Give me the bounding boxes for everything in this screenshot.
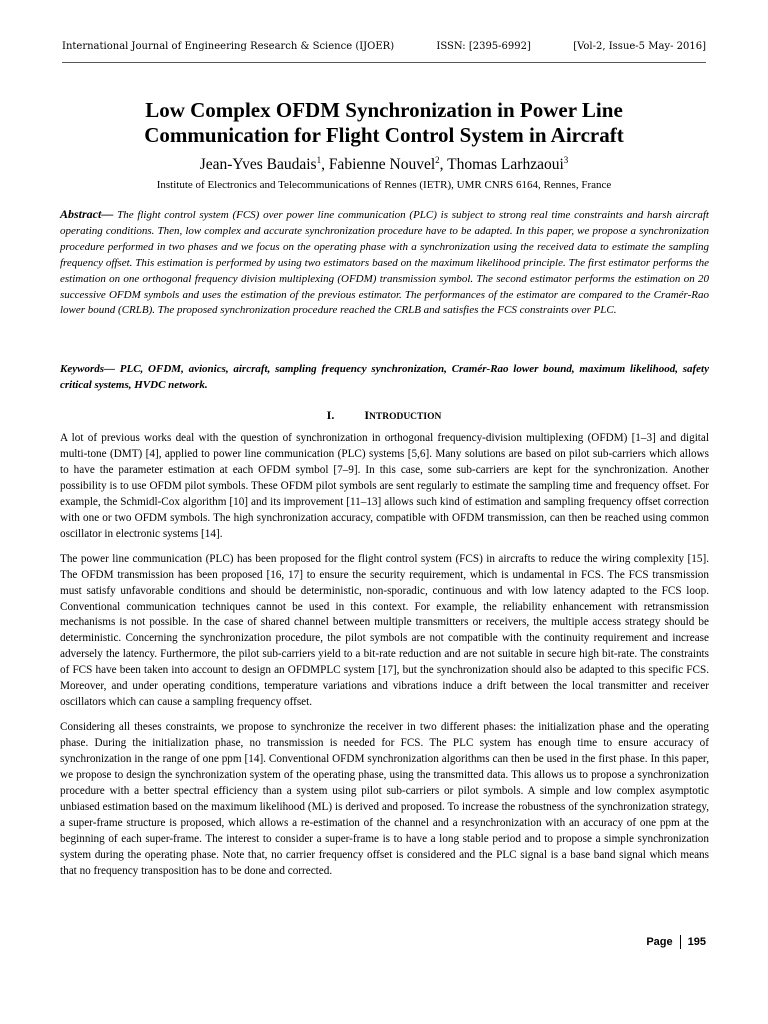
title-line-1: Low Complex OFDM Synchronization in Power Line	[145, 98, 623, 122]
author-affiliation-mark: 1	[316, 155, 322, 165]
paragraph: Considering all theses constraints, we propose to synchronize the receiver in two different phases: the initialization phase and the operating phase. During the initialization phase, no transmission is needed for FCS. The PLC system has enough time to ensure accuracy of synchronization in the range of one ppm [14]. Conventional OFDM synchronization algorithms can then be used in the first phase. In this paper, we propose to design the synchronization system of the operating phase, using the transmitted data. This allows us to propose a synchronization procedure with a better spectral efficiency than a system using pilot sub-carriers or pilot symbols. A simple and low complex asymptotic unbiased estimation based on the maximum likelihood (ML) is derived and proposed. To increase the robustness of the synchronization strategy, a super-frame structure is proposed, which allows a re-estimation of the channel and a resynchronization with an accuracy of one ppm at the beginning of each super-frame. The interest to consider a super-frame is to have a long stable period and to propose a simple synchronization system during the operating phase. Note that, no carrier frequency offset is considered and the PLC signal is a base band signal which means that no frequency transposition has to be done and corrected.	[60, 721, 709, 877]
section-number: I.	[326, 408, 335, 422]
keywords: Keywords— PLC, OFDM, avionics, aircraft, sampling frequency synchronization, Cramér-Rao lower bound, maximum likelihood, safety critical systems, HVDC network.	[60, 363, 709, 391]
paragraph: The power line communication (PLC) has been proposed for the flight control system (FCS) in aircrafts to reduce the wiring complexity [15]. The OFDM transmission has been proposed [16, 17] to ensure the security requirement, which is undamental in FCS. The FCS transmission must satisfy unfavorable conditions and should be deterministic, non-sporadic, continuous and with low latency adapted to the FCS loop. Conventional communication techniques cannot be used in this context. For example, the reliability enhancement with retransmission mechanisms is not possible. In the case of shared channel between multiple transmitters or receivers, the multiple access strategy should be deterministic. Concerning the synchronization procedure, the pilot symbols are not compatible with the continuity requirement and increase adversely the latency. Furthermore, the pilot sub-carriers yield to a bit-rate reduction and are not suitable in secure high bit-rate. The constraints of FCS have been taken into account to design an OFDMPLC system [17], but the synchronization should also be adapted to this specific FCS. Moreover, and under operating conditions, temperature variations and vibrations induce a drift between the local transmitter and receiver oscillators which can cause a sampling frequency offset.	[60, 552, 709, 709]
body-text	[60, 431, 709, 889]
abstract-text: The flight control system (FCS) over power line communication (PLC) is subject to strong real time constraints and harsh aircraft operating conditions. Then, low complex and accurate synchronization procedure have to be adapted. In this paper, we propose a synchronization procedure performed in two phases and we focus on the operating phase with a synchronization using the received data to estimate the sampling frequency offset. This estimation is performed by using two estimators based on the maximum likelihood principle. The first estimator performs the estimation on one orthogonal frequency division multiplexing (OFDM) transmission symbol. The second estimator performs the estimation on 20 successive OFDM symbols and uses the estimation of the previous estimator. The performances of the estimator are compared to the Cramér-Rao lower bound (CRLB). The proposed synchronization procedure reached the CRLB and satisfies the FCS constraints over PLC.	[60, 209, 709, 317]
issn: ISSN: [2395-6992]	[436, 41, 531, 52]
section-title-initial: I	[364, 408, 370, 422]
section-title-rest: NTRODUCTION	[369, 412, 442, 422]
author-name: Thomas Larhzaoui	[447, 156, 564, 174]
author-separator: ,	[439, 156, 448, 174]
author-separator: ,	[321, 156, 329, 174]
author-affiliation-mark: 3	[563, 155, 569, 165]
footer-divider	[680, 935, 681, 949]
section-heading	[62, 408, 706, 423]
paper-title	[62, 98, 706, 148]
abstract	[60, 207, 709, 319]
page-footer	[646, 935, 706, 949]
title-line-2: Communication for Flight Control System in Aircraft	[144, 123, 624, 147]
paragraph: A lot of previous works deal with the question of synchronization in orthogonal frequency-division multiplexing (OFDM) [1–3] and digital multi-tone (DMT) [4], applied to power line communication (PLC) systems [5,6]. Many solutions are based on pilot sub-carriers which allows to have the parameter estimation at each OFDM symbol [7–9]. In this case, some sub-carriers are kept for the synchronization. Another possibility is to use OFDM pilot symbols. These OFDM pilot symbols are sent regularly to estimate the sampling time and frequency offset. For example, the Schmidl-Cox algorithm [10] and its improvement [11–13] allows such kind of estimation and sampling frequency offset correction with one or two OFDM symbols. The high synchronization accuracy, compatible with OFDM transmission, can then be reached using common oscillator in electronic systems [14].	[60, 432, 709, 540]
page-label: Page	[646, 936, 673, 948]
author-affiliation-mark: 2	[435, 155, 440, 165]
journal-name: International Journal of Engineering Research & Science (IJOER)	[62, 41, 395, 52]
volume-issue: [Vol-2, Issue-5 May- 2016]	[573, 41, 706, 52]
header-rule	[62, 62, 706, 63]
page-number: 195	[687, 936, 706, 948]
author-name: Fabienne Nouvel	[328, 156, 436, 174]
author-name: Jean-Yves Baudais	[199, 156, 317, 174]
running-header	[62, 41, 706, 52]
abstract-label: Abstract—	[60, 207, 114, 221]
affiliation: Institute of Electronics and Telecommunications of Rennes (IETR), UMR CNRS 6164, Rennes, France	[156, 179, 612, 191]
author-list	[62, 150, 706, 175]
